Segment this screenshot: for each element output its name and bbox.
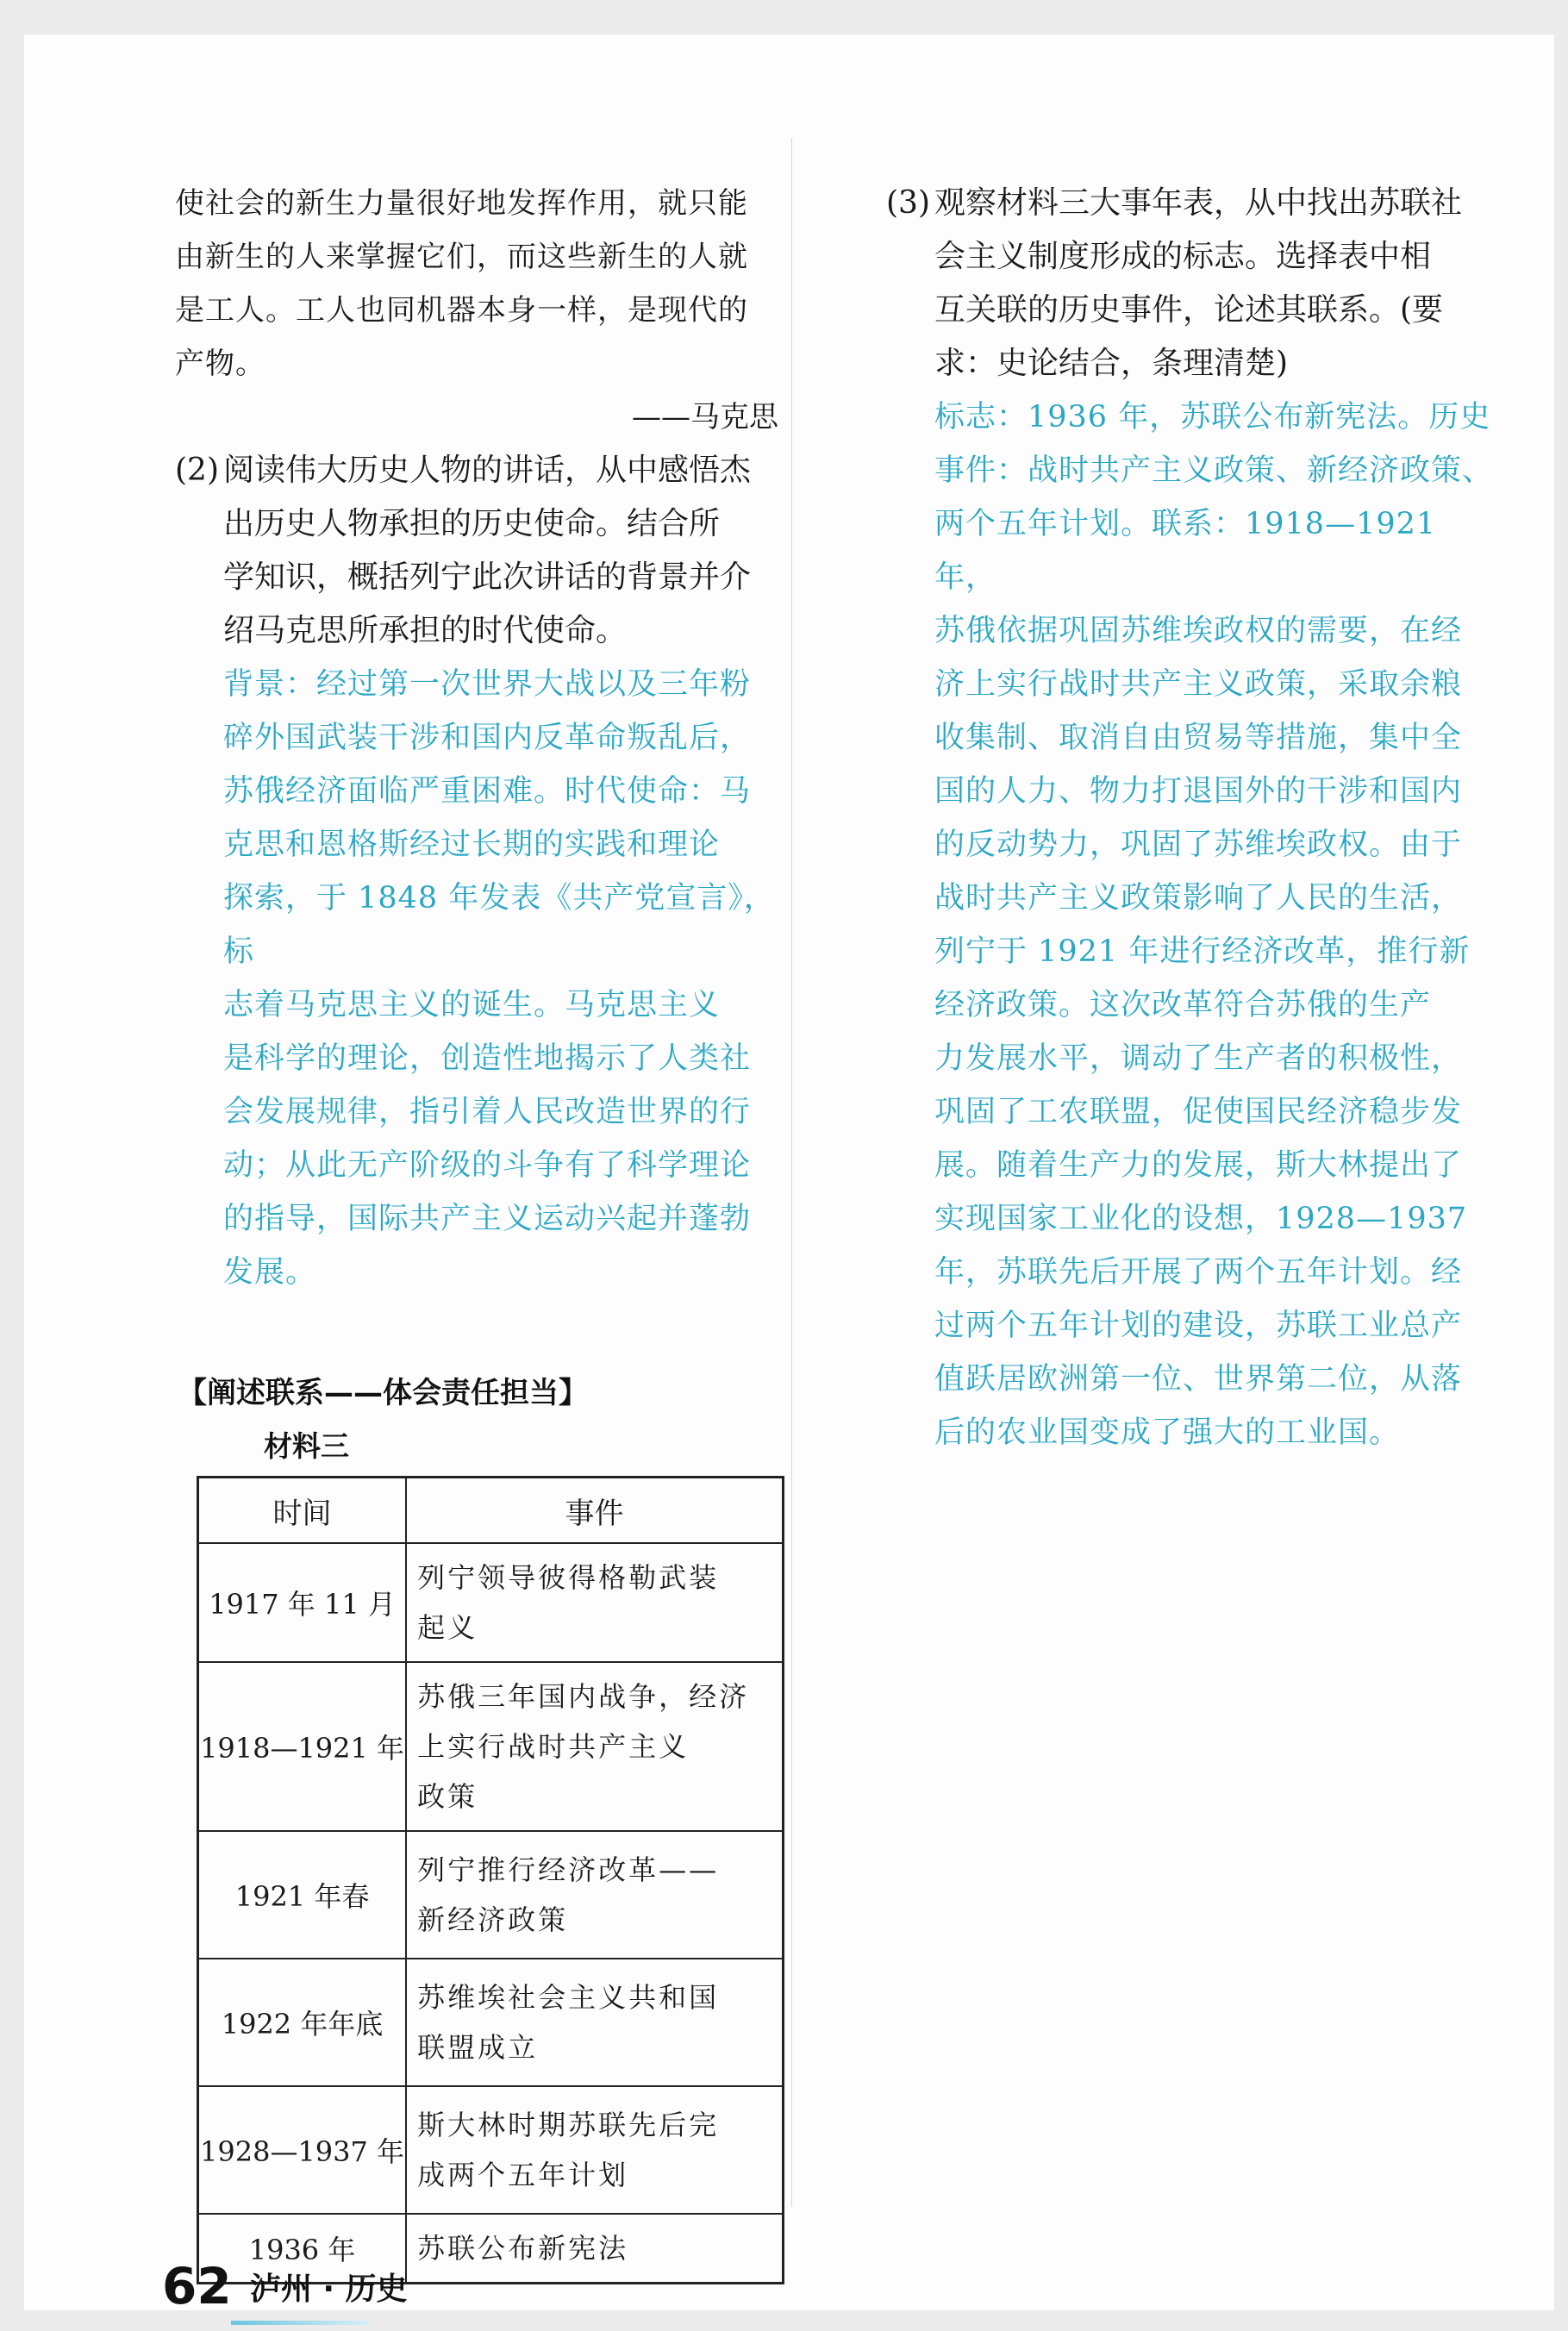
page-footer (162, 2257, 408, 2315)
book-label: 泸州 · 历史 (249, 2271, 408, 2307)
answer-line: 收集制、取消自由贸易等措施，集中全 (934, 721, 1463, 755)
event-line: 新经济政策 (417, 1903, 569, 1936)
answer-line: 列宁于 1921 年进行经济改革，推行新 (934, 934, 1471, 969)
event-line: 列宁领导彼得格勒武装 (417, 1561, 720, 1594)
column-header-event: 事件 (406, 1478, 783, 1544)
answer-line: 标志：1936 年，苏联公布新宪法。历史 (934, 400, 1491, 434)
table-header-row (198, 1478, 784, 1544)
footer-underline (231, 2321, 369, 2325)
answer-line: 过两个五年计划的建设，苏联工业总产 (934, 1309, 1463, 1343)
section-heading: 【阐述联系——体会责任担当】 (178, 1376, 588, 1410)
answer-line: 志着马克思主义的诞生。马克思主义 (223, 988, 721, 1022)
answer-line: 是科学的理论，创造性地揭示了人类社 (223, 1041, 752, 1076)
table-row (198, 1543, 784, 1662)
question-line: 绍马克思所承担的时代使命。 (223, 613, 628, 648)
event-line: 斯大林时期苏联先后完 (417, 2109, 720, 2141)
event-line: 苏俄三年国内战争，经济 (417, 1680, 750, 1713)
question-line: 观察材料三大事年表，从中找出苏联社 (934, 185, 1463, 221)
right-column (886, 177, 1498, 1459)
question-text (175, 444, 787, 658)
event-line: 政策 (417, 1780, 478, 1813)
question-line: 阅读伟大历史人物的讲话，从中感悟杰 (223, 453, 752, 488)
answer-line: 动；从此无产阶级的斗争有了科学理论 (223, 1148, 752, 1183)
answer-line: 苏俄经济面临严重困难。时代使命：马 (223, 774, 752, 809)
answer-line: 碎外国武装干涉和国内反革命叛乱后， (223, 721, 752, 755)
answer-line: 济上实行战时共产主义政策，采取余粮 (934, 667, 1463, 702)
event-cell (406, 1543, 783, 1662)
question-number: (2) (175, 453, 219, 488)
answer-text (175, 658, 787, 1299)
question-line: 求：史论结合，条理清楚) (934, 346, 1289, 381)
quote-line: 产物。 (175, 347, 265, 381)
page-number: 62 (162, 2257, 232, 2315)
event-line: 起义 (417, 1611, 478, 1644)
answer-line: 会发展规律，指引着人民改造世界的行 (223, 1095, 752, 1129)
event-line: 苏维埃社会主义共和国 (417, 1981, 720, 2014)
event-cell (406, 2214, 783, 2284)
answer-line: 国的人力、物力打退国外的干涉和国内 (934, 774, 1463, 809)
quote-line: 使社会的新生力量很好地发挥作用，就只能 (175, 186, 748, 221)
time-cell: 1918—1921 年 (198, 1662, 407, 1831)
question-2 (175, 444, 787, 1299)
event-cell (406, 1662, 783, 1831)
answer-line: 两个五年计划。联系：1918—1921 年， (934, 507, 1437, 595)
answer-line: 事件：战时共产主义政策、新经济政策、 (934, 453, 1494, 488)
table-row (198, 1831, 784, 1959)
time-cell: 1922 年年底 (198, 1959, 407, 2086)
answer-line: 发展。 (223, 1255, 317, 1290)
answer-line: 年，苏联先后开展了两个五年计划。经 (934, 1255, 1463, 1290)
answer-line: 后的农业国变成了强大的工业国。 (934, 1415, 1401, 1450)
quote-block (175, 177, 787, 444)
time-cell: 1917 年 11 月 (198, 1543, 407, 1662)
column-header-time: 时间 (198, 1478, 407, 1544)
question-line: 互关联的历史事件，论述其联系。(要 (934, 292, 1444, 328)
quote-line: 是工人。工人也同机器本身一样，是现代的 (175, 293, 748, 328)
column-divider (791, 138, 792, 2207)
table-row (198, 1959, 784, 2086)
left-column (175, 177, 787, 1299)
answer-line: 背景：经过第一次世界大战以及三年粉 (223, 667, 752, 702)
answer-line: 经济政策。这次改革符合苏俄的生产 (934, 988, 1432, 1022)
question-number: (3) (886, 185, 930, 221)
event-line: 苏联公布新宪法 (417, 2232, 629, 2265)
quote-line: 由新生的人来掌握它们，而这些新生的人就 (175, 240, 748, 274)
answer-line: 展。随着生产力的发展，斯大林提出了 (934, 1148, 1463, 1183)
material-label: 材料三 (264, 1429, 349, 1463)
question-line: 学知识，概括列宁此次讲话的背景并介 (223, 559, 752, 595)
answer-line: 探索，于 1848 年发表《共产党宣言》，标 (223, 881, 775, 969)
time-cell: 1936 年 (198, 2214, 407, 2284)
answer-line: 值跃居欧洲第一位、世界第二位，从落 (934, 1362, 1463, 1397)
event-cell (406, 1831, 783, 1959)
quote-source: ——马克思 (632, 400, 778, 434)
table-row (198, 2086, 784, 2214)
answer-line: 克思和恩格斯经过长期的实践和理论 (223, 828, 721, 862)
events-table (197, 1476, 784, 2284)
answer-line: 巩固了工农联盟，促使国民经济稳步发 (934, 1095, 1463, 1129)
table-row (198, 1662, 784, 1831)
time-cell: 1921 年春 (198, 1831, 407, 1959)
workbook-page (24, 34, 1554, 2315)
time-cell: 1928—1937 年 (198, 2086, 407, 2214)
event-cell (406, 2086, 783, 2214)
answer-line: 战时共产主义政策影响了人民的生活， (934, 881, 1463, 916)
question-text (886, 177, 1498, 391)
answer-line: 的反动势力，巩固了苏维埃政权。由于 (934, 828, 1463, 862)
event-line: 成两个五年计划 (417, 2159, 629, 2191)
question-3 (886, 177, 1498, 1459)
question-line: 出历史人物承担的历史使命。结合所 (223, 506, 721, 541)
answer-line: 苏俄依据巩固苏维埃政权的需要，在经 (934, 614, 1463, 648)
answer-text (886, 391, 1498, 1459)
answer-line: 实现国家工业化的设想，1928—1937 (934, 1202, 1468, 1236)
event-line: 上实行战时共产主义 (417, 1730, 690, 1763)
event-line: 列宁推行经济改革—— (417, 1853, 720, 1886)
question-line: 会主义制度形成的标志。选择表中相 (934, 239, 1432, 274)
event-line: 联盟成立 (417, 2031, 539, 2064)
answer-line: 力发展水平，调动了生产者的积极性， (934, 1041, 1463, 1076)
answer-line: 的指导，国际共产主义运动兴起并蓬勃 (223, 1202, 752, 1236)
event-cell (406, 1959, 783, 2086)
